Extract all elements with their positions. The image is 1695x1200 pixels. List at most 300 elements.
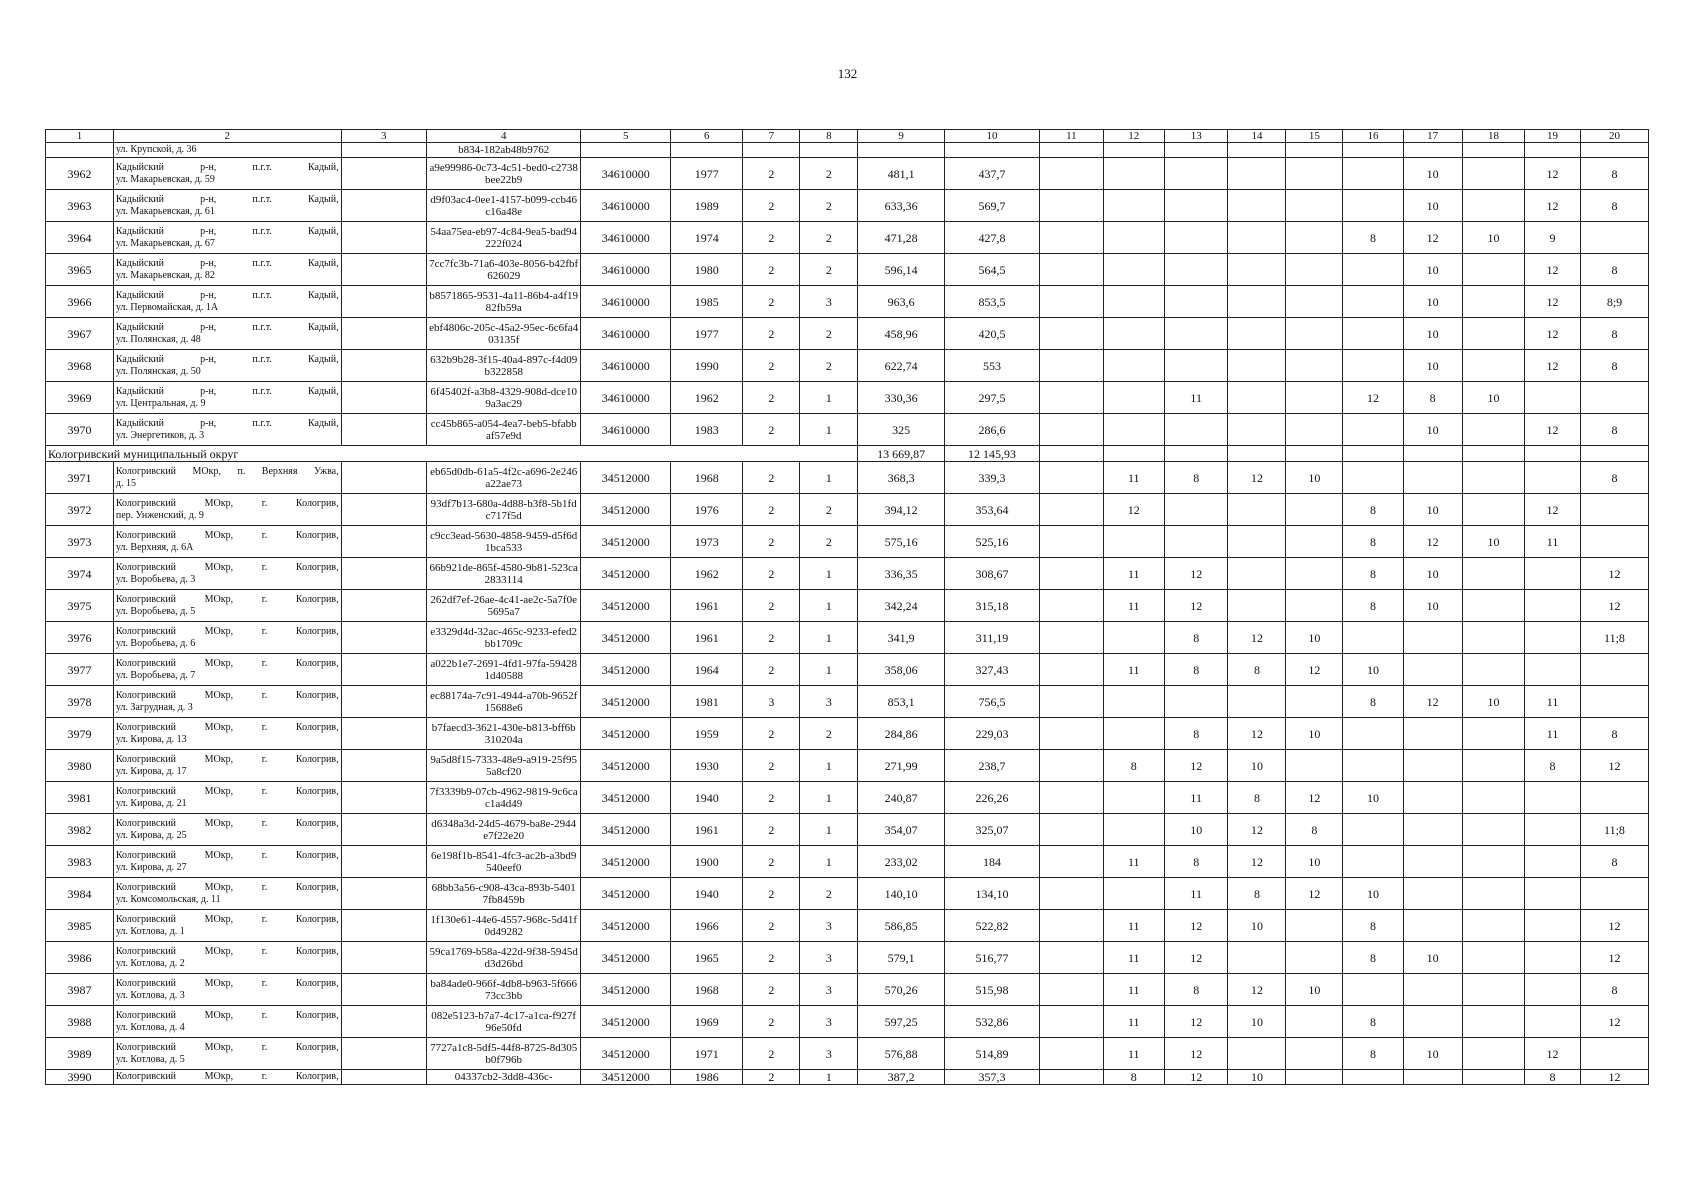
- table-cell: [1164, 286, 1228, 318]
- table-cell: 354,07: [858, 814, 945, 846]
- table-cell: 34512000: [581, 590, 671, 622]
- table-cell: [1403, 878, 1462, 910]
- table-cell: [1103, 686, 1164, 718]
- table-cell: [1040, 654, 1104, 686]
- table-cell: 1966: [671, 910, 743, 942]
- table-cell: [1343, 1070, 1403, 1085]
- address-line: Кологривский МОкр, г. Кологрив,: [115, 593, 339, 605]
- table-cell: 1940: [671, 878, 743, 910]
- table-row: [46, 686, 1649, 718]
- table-cell: [341, 414, 426, 446]
- table-cell: 284,86: [858, 718, 945, 750]
- table-cell: 2: [743, 558, 800, 590]
- table-cell: [1462, 974, 1524, 1006]
- address-cell: [113, 878, 341, 910]
- table-cell: 10: [1286, 462, 1343, 494]
- table-cell: 1: [800, 462, 858, 494]
- table-cell: 229,03: [944, 718, 1039, 750]
- table-cell: 1971: [671, 1038, 743, 1070]
- address-line: Кологривский МОкр, п. Верхняя Ужва,: [115, 465, 339, 477]
- table-cell: [1525, 558, 1581, 590]
- table-cell: 12: [1403, 222, 1462, 254]
- table-cell: [1343, 350, 1403, 382]
- table-cell: [1286, 382, 1343, 414]
- table-cell: 10: [1403, 190, 1462, 222]
- table-cell: 8: [1164, 718, 1228, 750]
- table-cell: [1343, 318, 1403, 350]
- address-line: Кадыйский р-н, п.г.т. Кадый,: [115, 193, 339, 205]
- table-cell: [1462, 846, 1524, 878]
- table-cell: [1580, 686, 1648, 718]
- table-cell: 8: [1343, 494, 1403, 526]
- column-number: 18: [1462, 130, 1524, 143]
- table-cell: [1040, 718, 1104, 750]
- guid-cell: 04337cb2-3dd8-436c-: [427, 1070, 581, 1085]
- address-line: ул. Воробьева, д. 6: [115, 637, 196, 649]
- table-cell: [1164, 686, 1228, 718]
- guid-cell: ebf4806c-205c-45a2-95ec-6c6fa403135f: [427, 318, 581, 350]
- table-cell: 1969: [671, 1006, 743, 1038]
- guid-cell: 59ca1769-b58a-422d-9f38-5945dd3d26bd: [427, 942, 581, 974]
- table-cell: [1525, 590, 1581, 622]
- table-cell: [1343, 814, 1403, 846]
- table-cell: [1286, 446, 1343, 462]
- column-number: 14: [1228, 130, 1286, 143]
- table-cell: [1286, 558, 1343, 590]
- table-cell: [1228, 318, 1286, 350]
- table-cell: [1343, 750, 1403, 782]
- table-cell: 2: [800, 158, 858, 190]
- guid-cell: eb65d0db-61a5-4f2c-a696-2e246a22ae73: [427, 462, 581, 494]
- table-cell: 1: [800, 1070, 858, 1085]
- address-cell: ул. Крупской, д. 36: [113, 143, 341, 158]
- row-number: 3968: [46, 350, 114, 382]
- table-row: [46, 190, 1649, 222]
- table-cell: 12: [1228, 462, 1286, 494]
- table-cell: 516,77: [944, 942, 1039, 974]
- address-line: ул. Котлова, д. 3: [115, 989, 185, 1001]
- table-cell: 12: [1164, 1006, 1228, 1038]
- guid-cell: ec88174a-7c91-4944-a70b-9652f15688e6: [427, 686, 581, 718]
- table-cell: 12: [1103, 494, 1164, 526]
- table-cell: 8: [1164, 622, 1228, 654]
- row-number: 3982: [46, 814, 114, 846]
- table-cell: 3: [800, 686, 858, 718]
- table-cell: 34610000: [581, 382, 671, 414]
- row-number: 3984: [46, 878, 114, 910]
- table-cell: 10: [1403, 590, 1462, 622]
- table-cell: [944, 143, 1039, 158]
- column-number-row: [46, 130, 1649, 143]
- table-cell: [1040, 1038, 1104, 1070]
- table-cell: 12: [1164, 1070, 1228, 1085]
- column-number: 12: [1103, 130, 1164, 143]
- table-cell: 2: [800, 526, 858, 558]
- address-line: ул. Кирова, д. 27: [115, 861, 187, 873]
- table-cell: 1976: [671, 494, 743, 526]
- table-cell: 12: [1580, 1006, 1648, 1038]
- column-number: 15: [1286, 130, 1343, 143]
- table-cell: 1962: [671, 382, 743, 414]
- table-cell: 12: [1525, 318, 1581, 350]
- table-cell: 12: [1580, 750, 1648, 782]
- table-cell: [1164, 526, 1228, 558]
- table-cell: 2: [743, 846, 800, 878]
- table-cell: 330,36: [858, 382, 945, 414]
- table-cell: 11: [1103, 942, 1164, 974]
- table-cell: 515,98: [944, 974, 1039, 1006]
- table-cell: 8: [1228, 782, 1286, 814]
- table-cell: 1968: [671, 974, 743, 1006]
- table-cell: 8: [1164, 654, 1228, 686]
- guid-cell: 6f45402f-a3b8-4329-908d-dce109a3ac29: [427, 382, 581, 414]
- table-cell: [1343, 158, 1403, 190]
- address-cell: [113, 222, 341, 254]
- table-cell: [341, 846, 426, 878]
- table-cell: [1286, 590, 1343, 622]
- table-cell: [1040, 846, 1104, 878]
- table-cell: [1286, 750, 1343, 782]
- table-cell: 2: [743, 222, 800, 254]
- table-row: [46, 1070, 1649, 1085]
- table-cell: 8: [1343, 526, 1403, 558]
- table-cell: [1525, 446, 1581, 462]
- address-cell: [113, 622, 341, 654]
- table-cell: [1164, 222, 1228, 254]
- table-cell: [1525, 143, 1581, 158]
- table-cell: 532,86: [944, 1006, 1039, 1038]
- table-row: [46, 494, 1649, 526]
- table-cell: [1228, 446, 1286, 462]
- address-cell: [113, 718, 341, 750]
- row-number: 3976: [46, 622, 114, 654]
- table-row: [46, 878, 1649, 910]
- guid-cell: 1f130e61-44e6-4557-968c-5d41f0d49282: [427, 910, 581, 942]
- table-cell: 12: [1580, 1070, 1648, 1085]
- table-cell: 1: [800, 814, 858, 846]
- guid-cell: 93df7b13-680a-4d88-b3f8-5b1fdc717f5d: [427, 494, 581, 526]
- table-cell: 3: [800, 974, 858, 1006]
- table-cell: [1286, 158, 1343, 190]
- table-cell: [1103, 382, 1164, 414]
- address-line: ул. Котлова, д. 2: [115, 957, 185, 969]
- table-cell: 8: [1525, 750, 1581, 782]
- table-cell: 420,5: [944, 318, 1039, 350]
- row-number: 3981: [46, 782, 114, 814]
- address-line: ул. Первомайская, д. 1А: [115, 301, 219, 313]
- table-cell: 1990: [671, 350, 743, 382]
- table-cell: 2: [743, 622, 800, 654]
- table-cell: 10: [1403, 318, 1462, 350]
- table-cell: 2: [743, 590, 800, 622]
- table-cell: [581, 143, 671, 158]
- table-cell: [1580, 654, 1648, 686]
- table-cell: [1103, 190, 1164, 222]
- table-cell: 8: [1343, 942, 1403, 974]
- table-cell: 437,7: [944, 158, 1039, 190]
- address-line: ул. Макарьевская, д. 67: [115, 237, 215, 249]
- table-cell: [341, 254, 426, 286]
- table-cell: [341, 974, 426, 1006]
- table-cell: [1103, 622, 1164, 654]
- table-cell: 8: [1525, 1070, 1581, 1085]
- row-number: 3980: [46, 750, 114, 782]
- address-line: Кологривский МОкр, г. Кологрив,: [115, 913, 339, 925]
- table-cell: [1525, 782, 1581, 814]
- table-cell: 12: [1164, 1038, 1228, 1070]
- table-cell: [1228, 190, 1286, 222]
- address-cell: [113, 526, 341, 558]
- table-cell: [1462, 654, 1524, 686]
- table-cell: [1164, 318, 1228, 350]
- table-cell: 34610000: [581, 190, 671, 222]
- address-cell: [113, 1070, 341, 1085]
- guid-cell: b834-182ab48b9762: [427, 143, 581, 158]
- table-cell: [1040, 414, 1104, 446]
- table-cell: [1580, 143, 1648, 158]
- table-cell: 11: [1164, 382, 1228, 414]
- table-row: [46, 1038, 1649, 1070]
- table-cell: 575,16: [858, 526, 945, 558]
- table-cell: [1525, 910, 1581, 942]
- table-cell: 12: [1580, 558, 1648, 590]
- table-cell: [341, 143, 426, 158]
- table-cell: 11: [1103, 974, 1164, 1006]
- table-cell: [1580, 878, 1648, 910]
- table-row: [46, 558, 1649, 590]
- column-number: 1: [46, 130, 114, 143]
- table-cell: [1040, 382, 1104, 414]
- table-cell: [1040, 1006, 1104, 1038]
- table-cell: [341, 190, 426, 222]
- address-line: Кологривский МОкр, г. Кологрив,: [115, 1009, 339, 1021]
- table-cell: [1228, 254, 1286, 286]
- table-cell: 34512000: [581, 526, 671, 558]
- address-line: д. 15: [115, 477, 136, 489]
- table-cell: [1286, 1070, 1343, 1085]
- table-cell: 2: [743, 750, 800, 782]
- housing-registry-table: [45, 129, 1649, 1085]
- table-cell: [1462, 942, 1524, 974]
- table-cell: 10: [1403, 286, 1462, 318]
- table-cell: [1403, 782, 1462, 814]
- row-number: 3987: [46, 974, 114, 1006]
- table-cell: [1343, 414, 1403, 446]
- table-cell: 1985: [671, 286, 743, 318]
- table-cell: 12: [1403, 686, 1462, 718]
- guid-cell: 66b921de-865f-4580-9b81-523ca2833114: [427, 558, 581, 590]
- table-cell: [1040, 462, 1104, 494]
- table-cell: [1228, 558, 1286, 590]
- table-cell: 10: [1462, 686, 1524, 718]
- guid-cell: ba84ade0-966f-4db8-b963-5f66673cc3bb: [427, 974, 581, 1006]
- table-cell: 8: [1580, 254, 1648, 286]
- table-cell: [1228, 686, 1286, 718]
- guid-cell: 7cc7fc3b-71a6-403e-8056-b42fbf626029: [427, 254, 581, 286]
- guid-cell: 7727a1c8-5df5-44f8-8725-8d305b0f796b: [427, 1038, 581, 1070]
- table-cell: 34610000: [581, 350, 671, 382]
- address-cell: [113, 414, 341, 446]
- table-cell: [1228, 382, 1286, 414]
- table-cell: [341, 350, 426, 382]
- table-cell: 1: [800, 558, 858, 590]
- row-number: 3986: [46, 942, 114, 974]
- table-cell: 12: [1228, 814, 1286, 846]
- table-body: [46, 130, 1649, 1085]
- table-cell: [1286, 286, 1343, 318]
- table-cell: 471,28: [858, 222, 945, 254]
- row-number: 3970: [46, 414, 114, 446]
- column-number: 19: [1525, 130, 1581, 143]
- table-cell: [1103, 878, 1164, 910]
- table-row: [46, 942, 1649, 974]
- table-cell: [1525, 974, 1581, 1006]
- table-cell: [1580, 526, 1648, 558]
- table-cell: 10: [1164, 814, 1228, 846]
- table-cell: 3: [800, 1006, 858, 1038]
- table-row: [46, 382, 1649, 414]
- row-number: 3966: [46, 286, 114, 318]
- address-line: Кадыйский р-н, п.г.т. Кадый,: [115, 257, 339, 269]
- table-cell: [1462, 1038, 1524, 1070]
- table-cell: 1: [800, 414, 858, 446]
- row-number: 3988: [46, 1006, 114, 1038]
- table-cell: [1103, 254, 1164, 286]
- table-cell: 394,12: [858, 494, 945, 526]
- table-cell: [1580, 494, 1648, 526]
- table-cell: 34512000: [581, 718, 671, 750]
- address-cell: [113, 350, 341, 382]
- table-cell: 3: [800, 1038, 858, 1070]
- address-line: Кологривский МОкр, г. Кологрив,: [115, 561, 339, 573]
- table-cell: 315,18: [944, 590, 1039, 622]
- table-cell: 10: [1462, 382, 1524, 414]
- table-cell: [1040, 143, 1104, 158]
- table-cell: [341, 558, 426, 590]
- column-number: 6: [671, 130, 743, 143]
- table-cell: [341, 286, 426, 318]
- table-cell: [341, 910, 426, 942]
- column-number: 2: [113, 130, 341, 143]
- address-cell: [113, 382, 341, 414]
- table-cell: [1286, 1006, 1343, 1038]
- address-line: Кологривский МОкр, г. Кологрив,: [115, 625, 339, 637]
- table-cell: [1580, 446, 1648, 462]
- address-line: ул. Верхняя, д. 6А: [115, 541, 194, 553]
- table-cell: [1164, 143, 1228, 158]
- guid-cell: d9f03ac4-0ee1-4157-b099-ccb46c16a48e: [427, 190, 581, 222]
- table-cell: 34512000: [581, 622, 671, 654]
- table-cell: [1462, 190, 1524, 222]
- column-number: 17: [1403, 130, 1462, 143]
- address-line: ул. Загрудная, д. 3: [115, 701, 193, 713]
- table-row: [46, 622, 1649, 654]
- table-row: [46, 654, 1649, 686]
- table-cell: 12: [1164, 942, 1228, 974]
- table-cell: [341, 462, 426, 494]
- table-cell: 327,43: [944, 654, 1039, 686]
- address-line: ул. Макарьевская, д. 82: [115, 269, 215, 281]
- table-cell: 8: [1580, 462, 1648, 494]
- table-cell: 564,5: [944, 254, 1039, 286]
- table-cell: [1525, 654, 1581, 686]
- address-line: ул. Кирова, д. 21: [115, 797, 187, 809]
- table-cell: [1462, 622, 1524, 654]
- table-cell: 1961: [671, 814, 743, 846]
- table-cell: [1403, 1006, 1462, 1038]
- table-cell: 12: [1164, 590, 1228, 622]
- address-line: Кологривский МОкр, г. Кологрив,: [115, 817, 339, 829]
- table-cell: 622,74: [858, 350, 945, 382]
- guid-cell: a9e99986-0c73-4c51-bed0-c2738bee22b9: [427, 158, 581, 190]
- table-cell: [1286, 222, 1343, 254]
- table-cell: 553: [944, 350, 1039, 382]
- table-cell: 12: [1164, 558, 1228, 590]
- table-row: [46, 846, 1649, 878]
- table-cell: [1462, 286, 1524, 318]
- table-cell: [1040, 750, 1104, 782]
- table-cell: 1974: [671, 222, 743, 254]
- table-cell: [1228, 143, 1286, 158]
- page-number: 132: [837, 66, 858, 81]
- table-cell: [341, 942, 426, 974]
- table-cell: [1462, 318, 1524, 350]
- table-cell: [1040, 686, 1104, 718]
- table-cell: [1103, 526, 1164, 558]
- table-cell: [1462, 590, 1524, 622]
- table-cell: [1343, 846, 1403, 878]
- table-cell: [1040, 526, 1104, 558]
- table-cell: [341, 222, 426, 254]
- address-cell: [113, 782, 341, 814]
- table-cell: [341, 1006, 426, 1038]
- table-cell: [1462, 414, 1524, 446]
- address-cell: [113, 910, 341, 942]
- address-line: Кадыйский р-н, п.г.т. Кадый,: [115, 225, 339, 237]
- table-cell: 12: [1228, 846, 1286, 878]
- table-cell: 2: [743, 286, 800, 318]
- address-line: ул. Макарьевская, д. 59: [115, 173, 215, 185]
- table-cell: 1900: [671, 846, 743, 878]
- guid-cell: c9cc3ead-5630-4858-9459-d5f6d1bca533: [427, 526, 581, 558]
- table-cell: 12: [1525, 414, 1581, 446]
- table-cell: [1343, 286, 1403, 318]
- address-line: Кологривский МОкр, г. Кологрив,: [115, 849, 339, 861]
- table-cell: 2: [800, 718, 858, 750]
- table-cell: [1525, 462, 1581, 494]
- table-cell: [1525, 382, 1581, 414]
- table-cell: [1103, 718, 1164, 750]
- row-number: 3989: [46, 1038, 114, 1070]
- table-cell: 325: [858, 414, 945, 446]
- table-cell: [1040, 942, 1104, 974]
- table-cell: 2: [743, 254, 800, 286]
- table-cell: 1: [800, 750, 858, 782]
- table-cell: 11: [1103, 1006, 1164, 1038]
- table-cell: [1286, 910, 1343, 942]
- table-cell: [1403, 462, 1462, 494]
- table-cell: 1980: [671, 254, 743, 286]
- table-cell: 8: [1343, 1038, 1403, 1070]
- row-number: 3978: [46, 686, 114, 718]
- table-cell: 226,26: [944, 782, 1039, 814]
- address-line: Кологривский МОкр, г. Кологрив,: [115, 753, 339, 765]
- table-cell: 11: [1525, 718, 1581, 750]
- address-line: Кологривский МОкр, г. Кологрив,: [115, 529, 339, 541]
- row-number: 3990: [46, 1070, 114, 1085]
- table-cell: [1286, 414, 1343, 446]
- table-cell: 10: [1343, 878, 1403, 910]
